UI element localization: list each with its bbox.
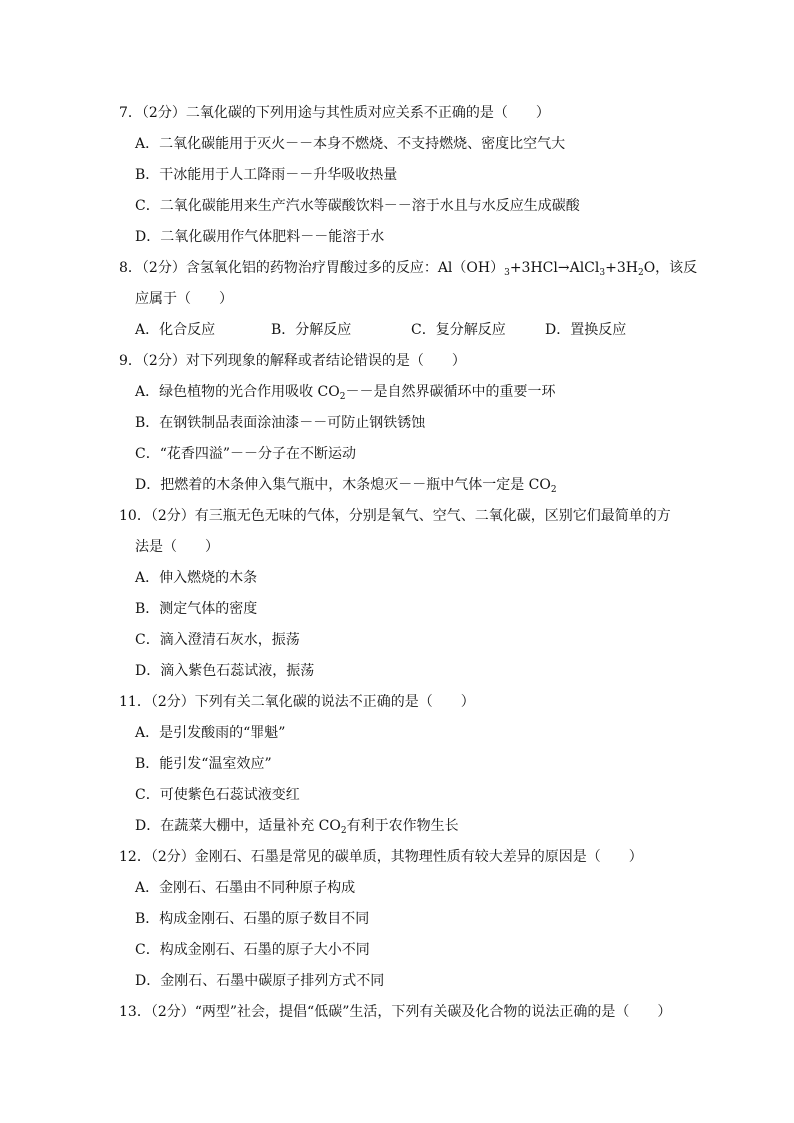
question-9-option-a: A．绿色植物的光合作用吸收 $CO_2--$是自然界碳循环中的重要一环 [135,384,556,402]
question-8-option-c: C．复分解反应 [411,322,506,338]
question-7-option-a: A．二氧化碳能用于灭火－－本身不燃烧、不支持燃烧、密度比空气大 [135,136,566,152]
question-12-option-b: B．构成金刚石、石墨的原子数目不同 [135,911,370,927]
question-10-stem: 10．（2分）有三瓶无色无味的气体，分别是氧气、空气、二氧化碳，区别它们最简单的方 [119,508,671,524]
question-8-option-b: B．分解反应 [271,322,352,338]
question-10-option-d: D．滴入紫色石蕊试液，振荡 [135,663,315,679]
question-11-option-c: C．可使紫色石蕊试液变红 [135,787,300,803]
question-11-option-d: D．在蔬菜大棚中，适量补充 $CO_2$有利于农作物生长 [135,818,459,836]
question-9-option-b: B．在钢铁制品表面涂油漆－－可防止钢铁锈蚀 [135,415,426,431]
question-13-stem: 13．（2分）“两型”社会，提倡“低碳”生活，下列有关碳及化合物的说法正确的是（ ） [119,1004,672,1020]
question-10-option-c: C．滴入澄清石灰水，振荡 [135,632,300,648]
question-12-option-c: C．构成金刚石、石墨的原子大小不同 [135,942,370,958]
question-11-stem: 11．（2分）下列有关二氧化碳的说法不正确的是（ ） [119,694,475,710]
question-9-option-d: D．把燃着的木条伸入集气瓶中，木条熄灭－－瓶中气体一定是 $CO_2$ [135,477,557,495]
question-10-option-a: A．伸入燃烧的木条 [135,570,258,586]
question-7-option-b: B．干冰能用于人工降雨－－升华吸收热量 [135,167,398,183]
question-12-stem: 12．（2分）金刚石、石墨是常见的碳单质，其物理性质有较大差异的原因是（ ） [119,849,643,865]
question-7-option-d: D．二氧化碳用作气体肥料－－能溶于水 [135,229,385,245]
question-11-option-b: B．能引发“温室效应” [135,756,272,772]
question-8-option-a: A．化合反应 [135,322,216,338]
question-10-stem-continued: 法是（ ） [135,539,219,555]
question-12-option-d: D．金刚石、石墨中碳原子排列方式不同 [135,973,385,989]
question-7-stem: 7．（2分）二氧化碳的下列用途与其性质对应关系不正确的是（ ） [119,105,550,121]
question-9-stem: 9．（2分）对下列现象的解释或者结论错误的是（ ） [119,353,466,369]
question-10-option-b: B．测定气体的密度 [135,601,258,617]
question-8-stem-continued: 应属于（ ） [135,291,233,307]
question-8-stem: 8．（2分）含氢氧化铝的药物治疗胃酸过多的反应：$Al(OH)_3+3HCl\to AlCl_3+3H_2O$，该反 [119,260,698,278]
question-12-option-a: A．金刚石、石墨由不同种原子构成 [135,880,356,896]
question-7-option-c: C．二氧化碳能用来生产汽水等碳酸饮料－－溶于水且与水反应生成碳酸 [135,198,580,214]
question-8-option-d: D．置换反应 [545,322,627,338]
question-11-option-a: A．是引发酸雨的“罪魁” [135,725,286,741]
question-9-option-c: C．“花香四溢”－－分子在不断运动 [135,446,357,462]
